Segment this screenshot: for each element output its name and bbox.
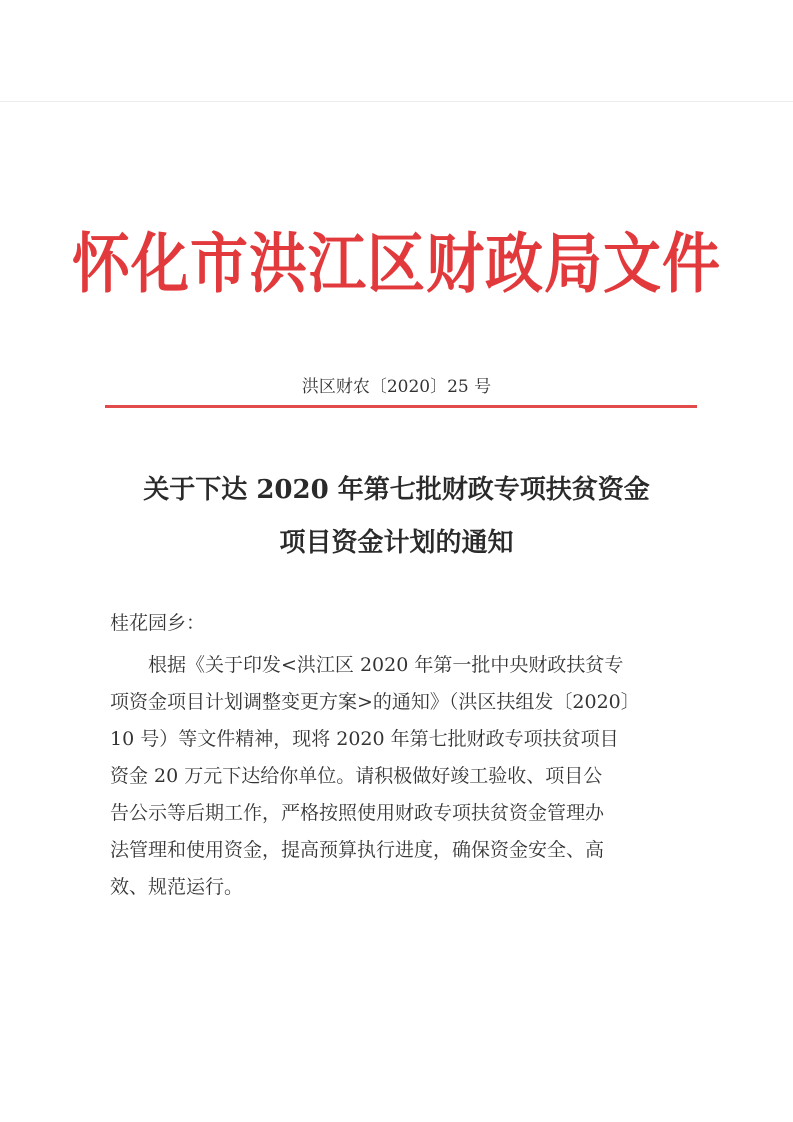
body-line: 项资金项目计划调整变更方案>的通知》（洪区扶组发〔2020〕 bbox=[110, 691, 640, 713]
issuer-header-title: 怀化市洪江区财政局文件 bbox=[71, 225, 721, 302]
body-line: 资金 20 万元下达给你单位。请积极做好竣工验收、项目公 bbox=[110, 765, 603, 787]
body-line: 效、规范运行。 bbox=[110, 876, 244, 898]
document-number: 洪区财农〔2020〕25 号 bbox=[301, 377, 492, 397]
body-line: 10 号）等文件精神，现将 2020 年第七批财政专项扶贫项目 bbox=[110, 728, 619, 750]
body-line: 根据《关于印发<洪江区 2020 年第一批中央财政扶贫专 bbox=[148, 654, 624, 676]
red-separator-line bbox=[105, 405, 697, 408]
notice-title-line-2: 项目资金计划的通知 bbox=[279, 528, 514, 558]
notice-title-line-1: 关于下达 2020 年第七批财政专项扶贫资金 bbox=[143, 475, 650, 505]
addressee: 桂花园乡： bbox=[110, 612, 206, 634]
body-line: 告公示等后期工作，严格按照使用财政专项扶贫资金管理办 bbox=[110, 802, 605, 824]
body-line: 法管理和使用资金，提高预算执行进度，确保资金安全、高 bbox=[110, 839, 605, 861]
notice-body bbox=[110, 647, 690, 906]
scan-edge-line bbox=[0, 101, 793, 102]
notice-title bbox=[0, 464, 793, 570]
